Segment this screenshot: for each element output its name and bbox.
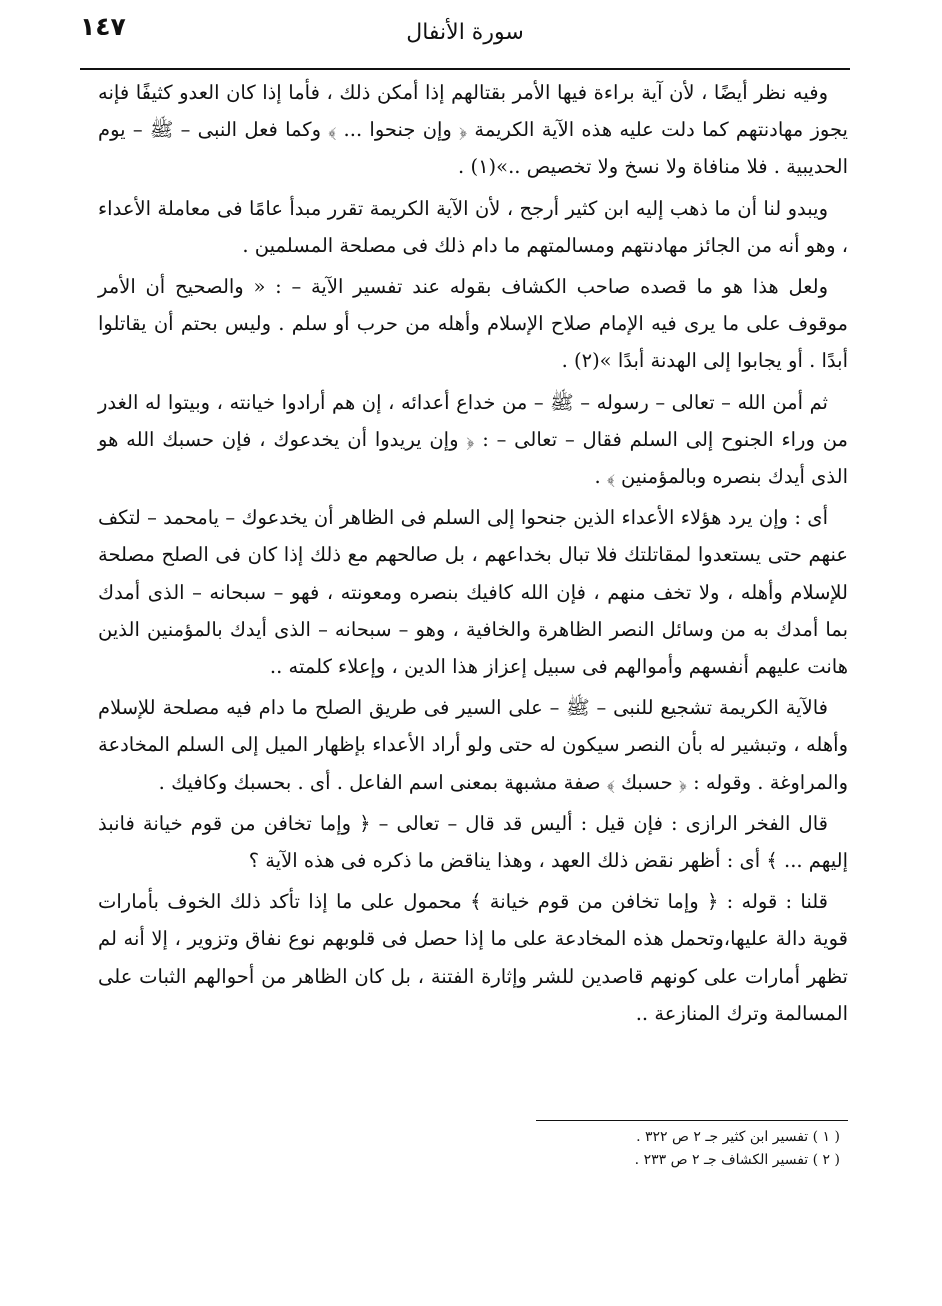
paragraph: وفيه نظر أيضًا ، لأن آية براءة فيها الأمر بقتالهم إذا أمكن ذلك ، فأما إذا كان العدو كثيفًا فإنه يجوز مهادنتهم كما دلت عليه هذه الآية الكريمة ﴿ وإن جنحوا ... ﴾ وكما فعل النبى – ﷺ – يوم الحديبية . فلا منافاة ولا نسخ ولا تخصيص ..»(١) . <box>98 81 848 179</box>
footnote: ( ١ ) تفسير ابن كثير جـ ٢ ص ٣٢٢ . <box>636 1129 840 1145</box>
page-header <box>80 6 850 62</box>
paragraph: فالآية الكريمة تشجيع للنبى – ﷺ – على السير فى طريق الصلح ما دام فيه مصلحة للإسلام وأهله ، وتبشير له بأن النصر سيكون له حتى ولو أراد الأعداء بإظهار الميل إلى السلم المخادعة والمراوغة . وقوله : ﴿ حسبك ﴾ صفة مشبهة بمعنى اسم الفاعل . أى . بحسبك وكافيك . <box>98 696 848 794</box>
body-text <box>98 74 848 1032</box>
footnote-divider <box>536 1120 848 1121</box>
paragraph: ثم أمن الله – تعالى – رسوله – ﷺ – من خداع أعدائه ، إن هم أرادوا خيانته ، وبيتوا له الغدر من وراء الجنوح إلى السلم فقال – تعالى – : ﴿ وإن يريدوا أن يخدعوك ، فإن حسبك الله هو الذى أيدك بنصره وبالمؤمنين ﴾ . <box>98 390 848 489</box>
page-number: ١٤٧ <box>80 12 126 41</box>
paragraph: قال الفخر الرازى : فإن قيل : أليس قد قال – تعالى – ﴿ وإما تخافن من قوم خيانة فانبذ إليهم ... ﴾ أى : أظهر نقض ذلك العهد ، وهذا يناقض ما ذكره فى هذه الآية ؟ <box>98 811 848 873</box>
paragraph: قلنا : قوله : ﴿ وإما تخافن من قوم خيانة ﴾ محمول على ما إذا تأكد ذلك الخوف بأمارات قوية دالة عليها،وتحمل هذه المخادعة على ما إذا حصل فى قلوبهم نوع نفاق وتزوير ، إلا أنه لم تظهر أمارات على كونهم قاصدين للشر وإثارة الفتنة ، بل كان الظاهر من أحوالهم الثبات على المسالمة وترك المنازعة .. <box>98 890 848 1025</box>
paragraph: أى : وإن يرد هؤلاء الأعداء الذين جنحوا إلى السلم فى الظاهر أن يخدعوك – يامحمد – لتكف عنهم حتى يستعدوا لمقاتلتك فلا تبال بخداعهم ، بل صالحهم مع ذلك إذا كان فى الصلح مصلحة للإسلام وأهله ، ولا تخف منهم ، فإن الله كافيك بنصره ومعونته ، فهو – سبحانه – الذى أمدك بما أمدك به من وسائل النصر الظاهرة والخافية ، وهو – سبحانه – الذى أيدك بالمؤمنين الذين هانت عليهم أنفسهم وأموالهم فى سبيل إعزاز هذا الدين ، وإعلاء كلمته .. <box>98 506 848 679</box>
paragraph: ولعل هذا هو ما قصده صاحب الكشاف بقوله عند تفسير الآية – : « والصحيح أن الأمر موقوف على ما يرى فيه الإمام صلاح الإسلام وأهله من حرب أو سلم . وليس بحتم أن يقاتلوا أبدًا . أو يجابوا إلى الهدنة أبدًا »(٢) . <box>98 275 848 373</box>
paragraph: ويبدو لنا أن ما ذهب إليه ابن كثير أرجح ، لأن الآية الكريمة تقرر مبدأ عامًا فى معاملة الأعداء ، وهو أنه من الجائز مهادنتهم ومسالمتهم ما دام ذلك فى مصلحة المسلمين . <box>98 196 848 257</box>
footnotes <box>400 1126 840 1172</box>
footnote: ( ٢ ) تفسير الكشاف جـ ٢ ص ٢٣٣ . <box>634 1152 840 1168</box>
header-divider <box>80 68 850 70</box>
surah-title: سورة الأنفال <box>406 20 524 45</box>
